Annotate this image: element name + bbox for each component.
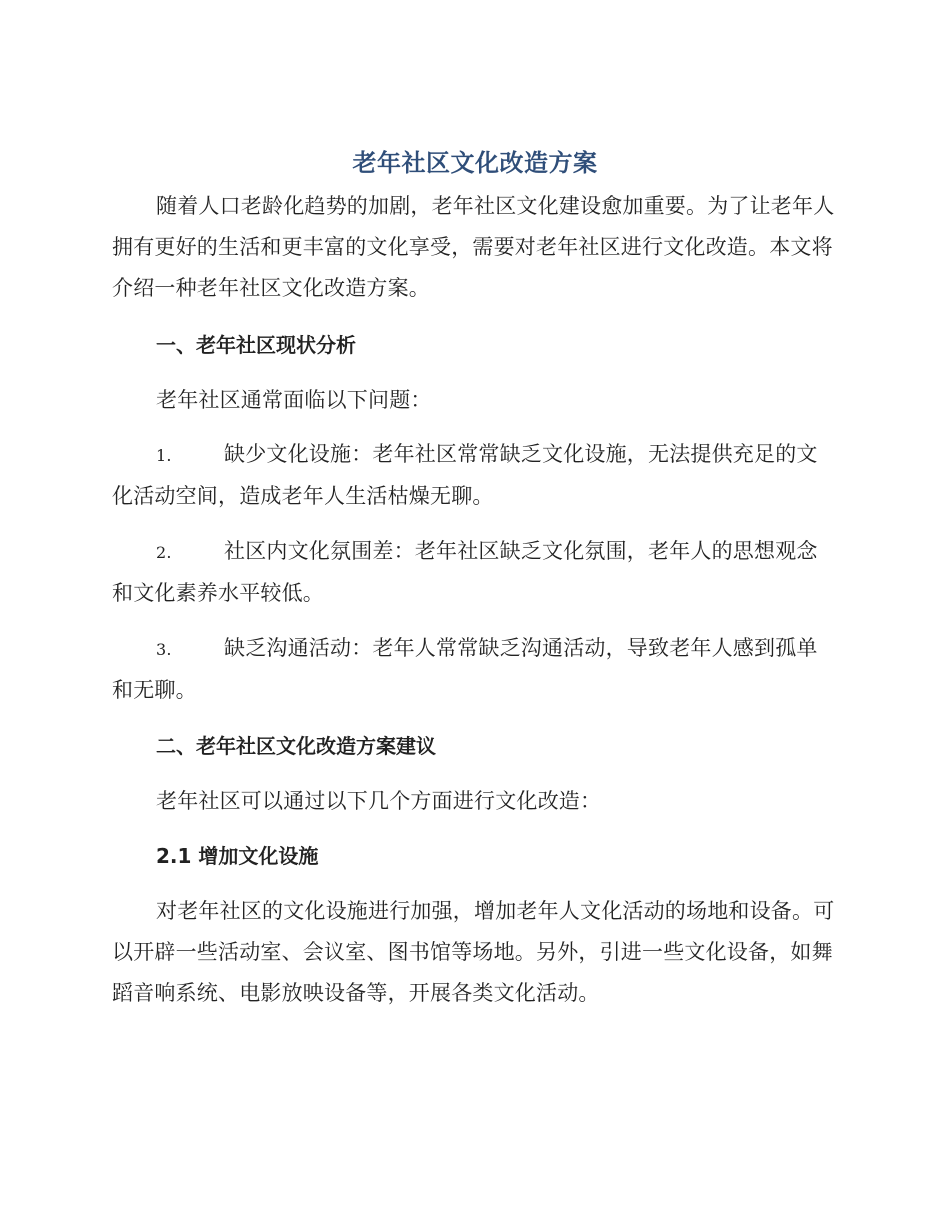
list-text: 缺少文化设施：老年社区常常缺乏文化设施，无法提供充足的文化活动空间，造成老年人生活枯燥无聊。 <box>112 442 818 508</box>
subsection-heading: 2.1 增加文化设施 <box>156 844 319 868</box>
list-number: 2. <box>156 543 172 562</box>
list-number: 3. <box>156 640 172 659</box>
list-item <box>112 434 836 517</box>
intro-paragraph: 随着人口老龄化趋势的加剧，老年社区文化建设愈加重要。为了让老年人拥有更好的生活和更丰富的文化享受，需要对老年社区进行文化改造。本文将介绍一种老年社区文化改造方案。 <box>112 194 835 300</box>
list-text: 社区内文化氛围差：老年社区缺乏文化氛围，老年人的思想观念和文化素养水平较低。 <box>112 539 818 605</box>
list-item <box>112 628 836 711</box>
section1-heading: 一、老年社区现状分析 <box>156 333 356 357</box>
section2-heading: 二、老年社区文化改造方案建议 <box>156 734 436 758</box>
section2-lead: 老年社区可以通过以下几个方面进行文化改造： <box>156 789 602 813</box>
list-number: 1. <box>156 446 172 465</box>
subsection-paragraph: 对老年社区的文化设施进行加强，增加老年人文化活动的场地和设备。可以开辟一些活动室、会议室、图书馆等场地。另外，引进一些文化设备，如舞蹈音响系统、电影放映设备等，开展各类文化活动。 <box>112 899 835 1005</box>
list-text: 缺乏沟通活动：老年人常常缺乏沟通活动，导致老年人感到孤单和无聊。 <box>112 636 818 702</box>
document-title: 老年社区文化改造方案 <box>352 149 598 177</box>
section1-lead: 老年社区通常面临以下问题： <box>156 388 432 412</box>
list-item <box>112 531 836 614</box>
